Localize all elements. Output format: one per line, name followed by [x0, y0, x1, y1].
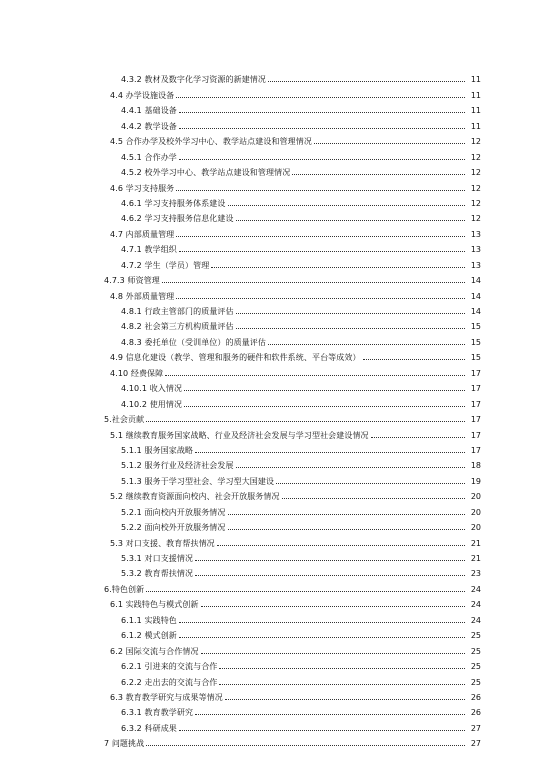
- toc-dot-leader: [228, 528, 466, 530]
- toc-dot-leader: [276, 482, 465, 484]
- toc-dot-leader: [179, 250, 465, 252]
- toc-page-number: 24: [470, 600, 481, 610]
- toc-entry-title: 4.4 办学设施设备: [110, 90, 175, 100]
- toc-entry[interactable]: [0, 208, 554, 223]
- toc-entry-title: 4.9 信息化建设（教学、管理和服务的硬件和软件系统、平台等成效）: [110, 353, 361, 363]
- toc-dot-leader: [179, 111, 465, 113]
- toc-entry[interactable]: [0, 301, 554, 316]
- toc-page-number: 12: [470, 198, 481, 208]
- toc-dot-leader: [211, 266, 465, 268]
- toc-entry-title: 4.7 内部质量管理: [110, 229, 175, 239]
- toc-page-number: 12: [470, 183, 481, 193]
- toc-entry-title: 5.2 继续教育资源面向校内、社会开放服务情况: [110, 492, 280, 502]
- toc-dot-leader: [195, 559, 465, 561]
- toc-entry-title: 4.8 外部质量管理: [110, 291, 175, 301]
- toc-entry-title: 4.6.2 学习支持服务信息化建设: [121, 214, 234, 224]
- toc-page-number: 13: [470, 229, 481, 239]
- toc-entry[interactable]: [0, 270, 554, 285]
- toc-dot-leader: [292, 173, 465, 175]
- toc-page-number: 17: [470, 368, 481, 378]
- toc-entry[interactable]: [0, 563, 554, 578]
- toc-dot-leader: [195, 713, 465, 715]
- toc-page-number: 25: [470, 677, 481, 687]
- toc-page-number: 11: [470, 75, 481, 85]
- toc-page-number: 13: [470, 260, 481, 270]
- toc-entry[interactable]: [0, 131, 554, 146]
- toc-entry[interactable]: [0, 717, 554, 732]
- toc-page-number: 20: [470, 507, 481, 517]
- toc-dot-leader: [219, 667, 465, 669]
- toc-entry-title: 6.1 实践特色与模式创新: [110, 600, 199, 610]
- toc-entry[interactable]: [0, 702, 554, 717]
- toc-entry-title: 5.3.2 教育帮扶情况: [121, 569, 194, 579]
- toc-dot-leader: [184, 405, 465, 407]
- toc-page-number: 17: [470, 430, 481, 440]
- toc-entry-title: 4.7.2 学生（学员）管理: [121, 260, 210, 270]
- toc-dot-leader: [225, 698, 465, 700]
- toc-entry-title: 6.1.1 实践特色: [121, 615, 177, 625]
- toc-page-number: 14: [470, 276, 481, 286]
- toc-dot-leader: [282, 497, 465, 499]
- toc-entry-title: 4.5.2 校外学习中心、教学站点建设和管理情况: [121, 168, 291, 178]
- toc-entry[interactable]: [0, 362, 554, 377]
- toc-page-number: 11: [470, 121, 481, 131]
- toc-page-number: 21: [470, 538, 481, 548]
- toc-entry-title: 4.10.2 使用情况: [121, 399, 183, 409]
- toc-entry-title: 6.2.1 引进来的交流与合作: [121, 662, 218, 672]
- toc-entry-title: 5.1.3 服务于学习型社会、学习型大国建设: [121, 476, 275, 486]
- toc-entry-title: 5.3 对口支援、教育帮扶情况: [110, 538, 215, 548]
- toc-entry[interactable]: [0, 455, 554, 470]
- toc-entry-title: 5.1 继续教育服务国家战略、行业及经济社会发展与学习型社会建设情况: [110, 430, 369, 440]
- toc-entry-title: 5.1.1 服务国家战略: [121, 445, 194, 455]
- toc-entry[interactable]: [0, 393, 554, 408]
- toc-entry[interactable]: [0, 440, 554, 455]
- toc-dot-leader: [219, 683, 465, 685]
- toc-entry[interactable]: [0, 594, 554, 609]
- toc-entry[interactable]: [0, 316, 554, 331]
- toc-page-number: 12: [470, 168, 481, 178]
- toc-entry-title: 4.7.1 教学组织: [121, 245, 177, 255]
- toc-entry[interactable]: [0, 470, 554, 485]
- toc-dot-leader: [176, 189, 465, 191]
- toc-dot-leader: [179, 729, 465, 731]
- toc-dot-leader: [179, 621, 465, 623]
- toc-entry[interactable]: [0, 115, 554, 130]
- toc-dot-leader: [176, 235, 465, 237]
- toc-entry[interactable]: [0, 84, 554, 99]
- toc-entry-title: 6.3.2 科研成果: [121, 723, 177, 733]
- toc-entry-title: 5.2.1 面向校内开放服务情况: [121, 507, 226, 517]
- toc-entry[interactable]: [0, 687, 554, 702]
- toc-dot-leader: [146, 590, 465, 592]
- toc-page-number: 13: [470, 245, 481, 255]
- toc-entry[interactable]: [0, 548, 554, 563]
- toc-dot-leader: [195, 451, 465, 453]
- toc-dot-leader: [228, 513, 466, 515]
- toc-page-number: 19: [470, 476, 481, 486]
- toc-entry[interactable]: [0, 146, 554, 161]
- toc-page-number: 25: [470, 631, 481, 641]
- toc-page-number: 17: [470, 399, 481, 409]
- toc-entry[interactable]: [0, 285, 554, 300]
- toc-entry-title: 4.5.1 合作办学: [121, 152, 177, 162]
- toc-entry[interactable]: [0, 609, 554, 624]
- toc-dot-leader: [228, 204, 466, 206]
- toc-entry-title: 4.5 合作办学及校外学习中心、教学站点建设和管理情况: [110, 137, 312, 147]
- toc-page-number: 14: [470, 307, 481, 316]
- toc-entry-title: 4.8.2 社会第三方机构质量评估: [121, 322, 234, 332]
- toc-entry[interactable]: [0, 378, 554, 393]
- toc-dot-leader: [236, 312, 465, 314]
- toc-page-number: 17: [470, 445, 481, 455]
- toc-entry[interactable]: [0, 100, 554, 115]
- toc-dot-leader: [236, 327, 465, 329]
- toc-page-number: 26: [470, 708, 481, 718]
- toc-entry[interactable]: [0, 424, 554, 439]
- toc-entry[interactable]: [0, 69, 554, 84]
- toc-entry-title: 4.3.2 教材及数字化学习资源的新建情况: [121, 75, 266, 85]
- toc-entry-title: 5.社会贡献: [104, 415, 145, 425]
- toc-entry-title: 6.2.2 走出去的交流与合作: [121, 677, 218, 687]
- toc-dot-leader: [236, 466, 465, 468]
- toc-dot-leader: [176, 297, 465, 299]
- toc-page-number: 27: [470, 723, 481, 733]
- toc-entry[interactable]: [0, 625, 554, 640]
- toc-entry-title: 5.3.1 对口支援情况: [121, 554, 194, 563]
- toc-entry[interactable]: [0, 239, 554, 254]
- toc-page-number: 27: [470, 739, 481, 749]
- toc-entry-title: 6.3 教育教学研究与成果等情况: [110, 692, 223, 702]
- toc-entry[interactable]: [0, 254, 554, 269]
- toc-entry-title: 4.8.1 行政主管部门的质量评估: [121, 307, 234, 316]
- toc-entry[interactable]: [0, 331, 554, 346]
- toc-entry[interactable]: [0, 578, 554, 593]
- toc-entry[interactable]: [0, 409, 554, 424]
- toc-dot-leader: [195, 574, 465, 576]
- toc-entry[interactable]: [0, 501, 554, 516]
- toc-page-number: 17: [470, 384, 481, 394]
- toc-page-number: 18: [470, 461, 481, 471]
- toc-dot-leader: [179, 158, 465, 160]
- toc-entry[interactable]: [0, 162, 554, 177]
- toc-entry[interactable]: [0, 733, 554, 748]
- toc-dot-leader: [371, 436, 465, 438]
- toc-dot-leader: [314, 142, 465, 144]
- toc-page-number: 14: [470, 291, 481, 301]
- toc-page-number: 20: [470, 492, 481, 502]
- toc-page-number: 25: [470, 646, 481, 656]
- toc-entry[interactable]: [0, 223, 554, 238]
- toc-entry[interactable]: [0, 486, 554, 501]
- toc-page-number: 20: [470, 523, 481, 533]
- toc-entry-title: 5.1.2 服务行业及经济社会发展: [121, 461, 234, 471]
- toc-page-number: 17: [470, 415, 481, 425]
- toc-page-number: 26: [470, 692, 481, 702]
- toc-page-number: 15: [470, 337, 481, 347]
- toc-dot-leader: [268, 343, 465, 345]
- toc-entry-title: 4.4.1 基础设备: [121, 106, 177, 116]
- toc-entry-title: 4.6 学习支持服务: [110, 183, 175, 193]
- toc-page-number: 15: [470, 322, 481, 332]
- toc-entry[interactable]: [0, 517, 554, 532]
- toc-dot-leader: [217, 544, 465, 546]
- toc-page-number: 24: [470, 615, 481, 625]
- toc-page-number: 15: [470, 353, 481, 363]
- toc-dot-leader: [268, 80, 465, 82]
- toc-page-number: 25: [470, 662, 481, 672]
- toc-dot-leader: [184, 389, 465, 391]
- toc-entry[interactable]: [0, 193, 554, 208]
- toc-entry[interactable]: [0, 347, 554, 362]
- toc-page-number: 11: [470, 90, 481, 100]
- toc-entry-title: 6.3.1 教育教学研究: [121, 708, 194, 718]
- toc-dot-leader: [179, 127, 465, 129]
- toc-entry-title: 4.6.1 学习支持服务体系建设: [121, 198, 226, 208]
- toc-dot-leader: [162, 281, 465, 283]
- toc-page-number: 11: [470, 106, 481, 116]
- toc-entry-title: 4.10.1 收入情况: [121, 384, 183, 394]
- toc-dot-leader: [146, 744, 465, 746]
- toc-entry-title: 4.8.3 委托单位（受训单位）的质量评估: [121, 337, 266, 347]
- toc-entry-title: 6.1.2 模式创新: [121, 631, 177, 641]
- toc-entry[interactable]: [0, 640, 554, 655]
- toc-entry-title: 4.4.2 教学设备: [121, 121, 177, 131]
- toc-dot-leader: [165, 374, 465, 376]
- toc-entry[interactable]: [0, 656, 554, 671]
- toc-dot-leader: [201, 605, 465, 607]
- toc-entry[interactable]: [0, 177, 554, 192]
- toc-dot-leader: [236, 219, 465, 221]
- toc-entry-title: 5.2.2 面向校外开放服务情况: [121, 523, 226, 533]
- toc-entry-title: 4.10 经费保障: [110, 368, 164, 378]
- toc-entry-title: 6.2 国际交流与合作情况: [110, 646, 199, 656]
- toc-page-number: 12: [470, 214, 481, 224]
- toc-entry-title: 6.特色创新: [104, 584, 145, 594]
- toc-dot-leader: [146, 420, 465, 422]
- toc-dot-leader: [179, 636, 465, 638]
- toc-page-number: 12: [470, 152, 481, 162]
- toc-page-number: 23: [470, 569, 481, 579]
- toc-entry-title: 4.7.3 师资管理: [104, 276, 160, 286]
- toc-entry-title: 7 问题挑战: [104, 739, 145, 749]
- toc-page-number: 24: [470, 584, 481, 594]
- toc-page-number: 12: [470, 137, 481, 147]
- toc-entry[interactable]: [0, 532, 554, 547]
- toc-page-number: 21: [470, 554, 481, 563]
- toc-dot-leader: [201, 652, 465, 654]
- toc-dot-leader: [363, 358, 465, 360]
- toc-entry[interactable]: [0, 671, 554, 686]
- table-of-contents: [0, 69, 554, 748]
- toc-dot-leader: [176, 96, 465, 98]
